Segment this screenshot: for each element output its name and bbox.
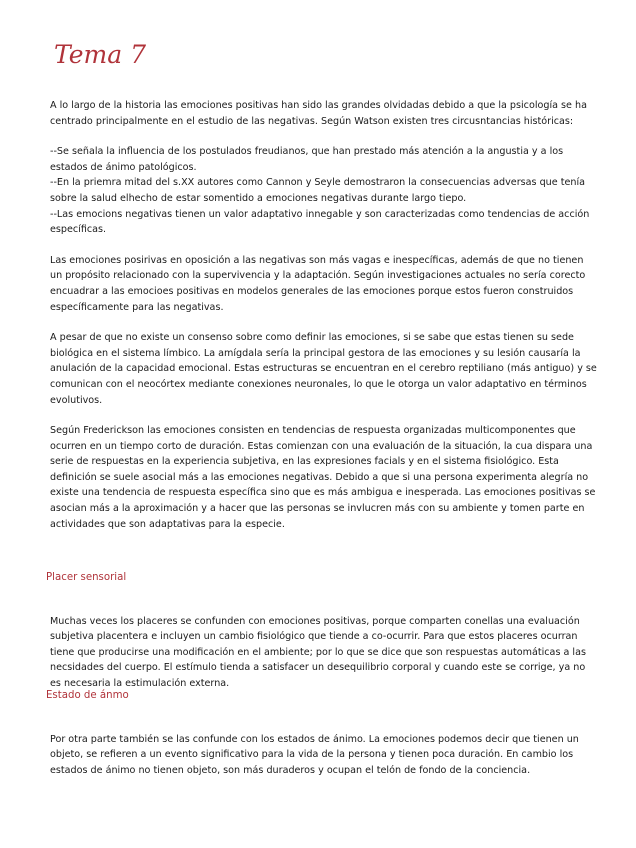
section-text-estado-de-animo xyxy=(50,722,598,788)
intro-paragraph: A lo largo de la historia las emociones positivas han sido las grandes olvidadas debido a que la psicología se ha centrado principalmente en el estudio de las negativas. Según Watson existen tres circusntancias históricas: xyxy=(50,100,587,127)
main-content xyxy=(50,98,598,532)
section-text-placer-sensorial xyxy=(50,604,598,701)
paragraph-frederickson: Según Frederickson las emociones consisten en tendencias de respuesta organizadas multicomponentes que ocurren en un tiempo corto de duración. Estas comienzan con una evaluación de la situación, la cua dispara una serie de respuestas en la experiencia subjetiva, en las expresiones facials y en el sistema fisiológico. Esta definición se suele asocial más a las emociones negativas. Debido a que si una persona experimenta alegría no existe una tendencia de respuesta específica sino que es más ambigua e inesperada. Las emociones positivas se asocian más a la aproximación y a hacer que las personas se invlucren más con su ambiente y tomen parte en actividades que son adaptativas para la especie. xyxy=(50,425,596,530)
paragraph-positive-emotions: Las emociones posirivas en oposición a las negativas son más vagas e inespecíficas, además de que no tienen un propósito relacionado con la supervivencia y la adaptación. Según investigaciones actuales no sería corecto encuadrar a las emocioes positivas en modelos generales de las emociones porque estos fueron construidos específicamente para las negativas. xyxy=(50,254,586,313)
bullet-item: --Se señala la influencia de los postulados freudianos, que han prestado más atención a la angustia y a los estados de ánimo patológicos. xyxy=(50,146,564,173)
section-heading-placer-sensorial: Placer sensorial xyxy=(46,572,127,583)
section-paragraph: Por otra parte también se las confunde con los estados de ánimo. La emociones podemos decir que tienen un objeto, se refieren a un evento significativo para la vida de la persona y tienen poca duración. En cambio los estados de ánimo no tienen objeto, son más duraderos y ocupan el telón de fondo de la conciencia. xyxy=(50,733,579,776)
page-title: Tema 7 xyxy=(54,40,146,69)
bullet-item: --En la priemra mitad del s.XX autores como Cannon y Seyle demostraron la consecuencias adversas que tenía sobre la salud elhecho de estar somentido a emociones negativas durante largo tiepo. xyxy=(50,177,585,204)
section-paragraph: Muchas veces los placeres se confunden con emociones positivas, porque comparten conellas una evaluación subjetiva placentera e incluyen un cambio fisiológico que tiende a co-ocurrir. Para que estos placeres ocurran tiene que producirse una modificación en el ambiente; por lo que se dice que son respuestas automáticas a las necsidades del cuerpo. El estímulo tienda a satisfacer un desequilibrio corporal y cuando este se corrige, ya no es necesaria la estimulación externa. xyxy=(50,615,586,689)
bullet-item: --Las emocions negativas tienen un valor adaptativo innegable y son caracterizadas como tendencias de acción específicas. xyxy=(50,208,590,236)
section-heading-estado-de-animo: Estado de ánmo xyxy=(46,690,129,701)
paragraph-limbic-system: A pesar de que no existe un consenso sobre como definir las emociones, si se sabe que estas tienen su sede biológica en el sistema límbico. La amígdala sería la principal gestora de las emociones y su lesión causaría la anulación de la capacidad emocional. Estas estructuras se encuentran en el cerebro reptiliano (más antiguo) y se comunican con el neocórtex mediante conexiones neuronales, lo que le otorga un valor adaptativo en términos evolutivos. xyxy=(50,332,597,406)
